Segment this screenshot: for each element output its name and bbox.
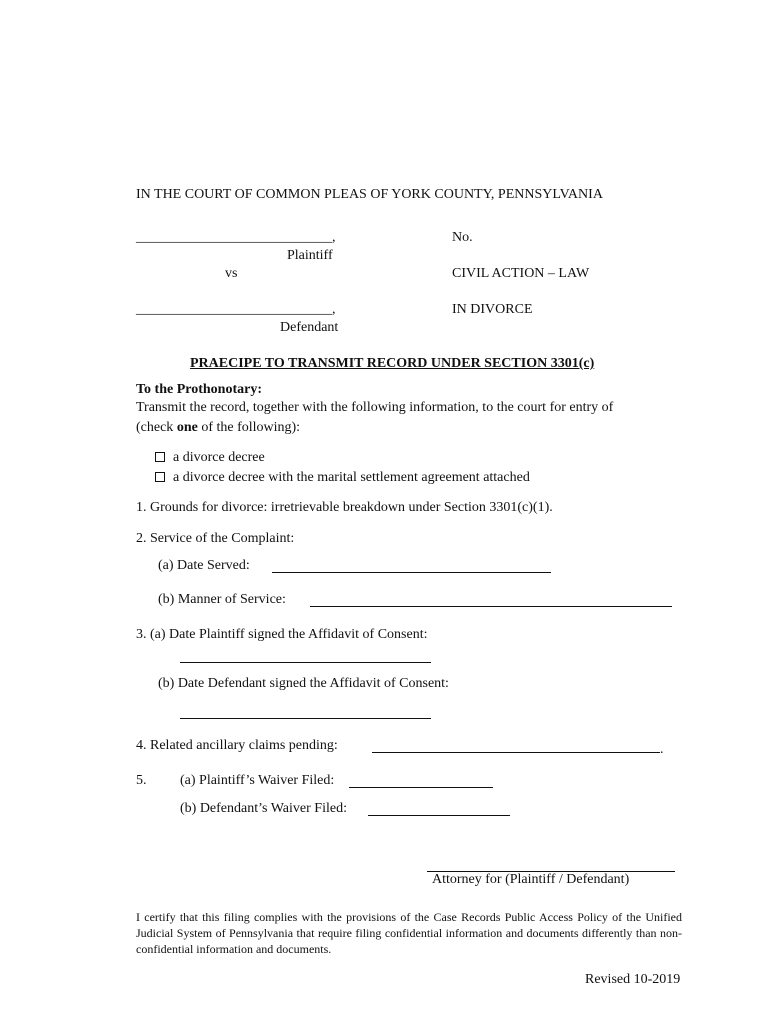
checkbox-icon[interactable] xyxy=(155,452,165,462)
addressee: To the Prothonotary: xyxy=(136,382,262,397)
item-2-service: 2. Service of the Complaint: xyxy=(136,531,295,546)
option-label: a divorce decree xyxy=(173,450,265,465)
civil-action-label: CIVIL ACTION – LAW xyxy=(452,266,590,281)
item-5a-plaintiff-waiver: (a) Plaintiff’s Waiver Filed: xyxy=(180,773,335,788)
option-divorce-decree-with-agreement[interactable] xyxy=(155,470,530,487)
intro-line-2: (check one of the following): xyxy=(136,420,301,435)
plaintiff-label: Plaintiff xyxy=(287,248,333,263)
item-2b-manner-of-service: (b) Manner of Service: xyxy=(158,592,286,607)
item-5-number: 5. xyxy=(136,773,147,788)
plaintiff-waiver-field[interactable] xyxy=(349,773,493,794)
checkbox-icon[interactable] xyxy=(155,472,165,482)
revision-date: Revised 10-2019 xyxy=(585,972,681,987)
court-title: IN THE COURT OF COMMON PLEAS OF YORK COUNTY, PENNSYLVANIA xyxy=(136,187,603,202)
in-divorce-label: IN DIVORCE xyxy=(452,302,533,317)
item-3b-defendant-consent: (b) Date Defendant signed the Affidavit of Consent: xyxy=(158,676,449,691)
date-served-field[interactable] xyxy=(272,558,551,579)
defendant-consent-date-field[interactable] xyxy=(180,704,431,725)
defendant-name-line[interactable]: ____________________________, xyxy=(136,302,336,317)
plaintiff-name-line[interactable]: ____________________________, xyxy=(136,230,336,245)
form-title: PRAECIPE TO TRANSMIT RECORD UNDER SECTION 3301(c) xyxy=(190,356,595,371)
case-number-label: No. xyxy=(452,230,473,245)
option-divorce-decree[interactable] xyxy=(155,450,265,467)
item-1-grounds: 1. Grounds for divorce: irretrievable breakdown under Section 3301(c)(1). xyxy=(136,500,553,515)
item-4-ancillary-claims: 4. Related ancillary claims pending: xyxy=(136,738,338,753)
vs-label: vs xyxy=(225,266,238,281)
option-label: a divorce decree with the marital settlement agreement attached xyxy=(173,470,530,485)
manner-of-service-field[interactable] xyxy=(310,592,672,613)
plaintiff-consent-date-field[interactable] xyxy=(180,648,431,669)
item-5b-defendant-waiver: (b) Defendant’s Waiver Filed: xyxy=(180,801,347,816)
defendant-waiver-field[interactable] xyxy=(368,801,510,822)
attorney-label: Attorney for (Plaintiff / Defendant) xyxy=(432,872,630,887)
item-2a-date-served: (a) Date Served: xyxy=(158,558,250,573)
certification-text: I certify that this filing complies with the provisions of the Case Records Public Access Policy of the Unified Judicial System of Pennsylvania that require filing confidential information and documents differently than non-confidential information and documents. xyxy=(136,910,682,956)
item-3a-plaintiff-consent: 3. (a) Date Plaintiff signed the Affidavit of Consent: xyxy=(136,627,428,642)
defendant-label: Defendant xyxy=(280,320,339,335)
ancillary-claims-field[interactable]: . xyxy=(372,738,664,759)
intro-line-1: Transmit the record, together with the following information, to the court for entry of xyxy=(136,400,614,415)
